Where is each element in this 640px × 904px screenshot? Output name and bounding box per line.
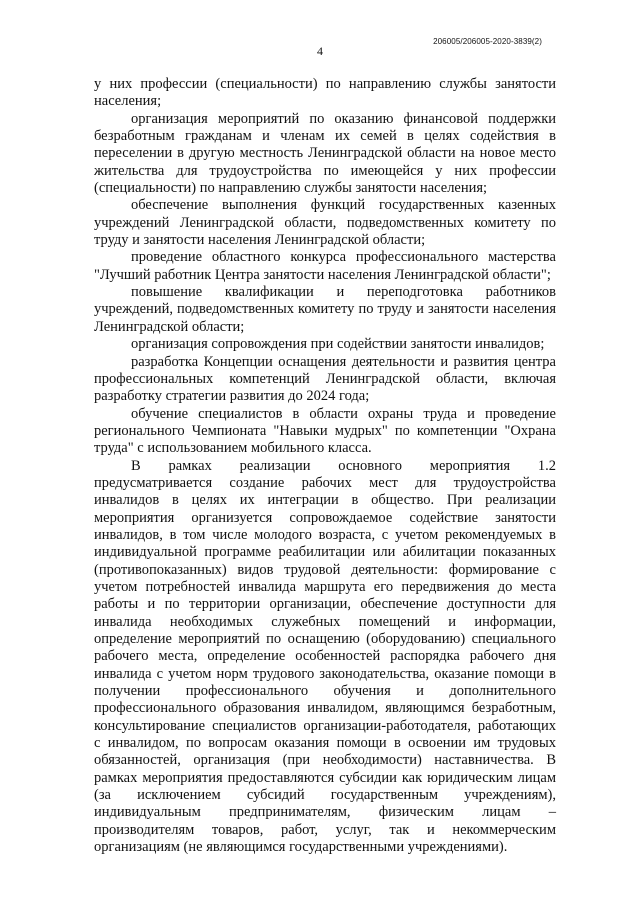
paragraph-9: В рамках реализации основного мероприятия 1.2 предусматривается создание рабочих мест для трудоустройства инвалидов в целях их интеграции в общество. При реализации мероприятия организуется сопровождаемое содействие занятости инвалидов, в том числе молодого возраста, с учетом рекомендуемых в индивидуальной программе реабилитации или абилитации показанных (противопоказанных) видов трудовой деятельности: формирование с учетом потребностей инвалида маршрута его передвижения до места работы и по территории организации, обеспечение доступности для инвалида необходимых служебных помещений и информации, определение мероприятий по оснащению (оборудованию) специального рабочего места, определение особенностей распорядка рабочего дня инвалида с учетом норм трудового законодательства, оказание помощи в получении профессионального обучения и дополнительного профессионального образования инвалидом, являющимся безработным, консультирование специалистов организации-работодателя, работающих с инвалидом, по вопросам оказания помощи в освоении им трудовых обязанностей, организация (при необходимости) наставничества. В рамках мероприятия предоставляются субсидии как юридическим лицам (за исключением субсидий государственным учреждениям), индивидуальным предпринимателям, физическим лицам – производителям товаров, работ, услуг, так и некоммерческим организациям (не являющимся государственными учреждениями). [94, 457, 556, 856]
paragraph-8: обучение специалистов в области охраны труда и проведение регионального Чемпионата "Навыки мудрых" по компетенции "Охрана труда" с использованием мобильного класса. [94, 405, 556, 457]
paragraph-6: организация сопровождения при содействии занятости инвалидов; [131, 336, 545, 353]
paragraph-1: у них профессии (специальности) по направлению службы занятости населения; [94, 76, 556, 110]
paragraph-3: обеспечение выполнения функций государственных казенных учреждений Ленинградской области, подведомственных комитету по труду и занятости населения Ленинградской области; [94, 197, 556, 249]
paragraph-5: повышение квалификации и переподготовка работников учреждений, подведомственных комитету по труду и занятости населения Ленинградской области; [94, 284, 556, 335]
paragraph-4: проведение областного конкурса профессионального мастерства "Лучший работник Центра занятости населения Ленинградской области"; [94, 249, 556, 283]
paragraph-7: разработка Концепции оснащения деятельности и развития центра профессиональных компетенций Ленинградской области, включая разработку стратегии развития до 2024 года; [94, 353, 556, 405]
page-number: 4 [317, 44, 323, 58]
document-code: 206005/206005-2020-3839(2) [433, 37, 542, 46]
document-body [94, 76, 556, 856]
paragraph-2: организация мероприятий по оказанию финансовой поддержки безработным гражданам и членам их семей в целях содействия в переселении в другую местность Ленинградской области на новое место жительства для трудоустройства по имеющейся у них профессии (специальности) по направлению службы занятости населения; [94, 110, 556, 197]
